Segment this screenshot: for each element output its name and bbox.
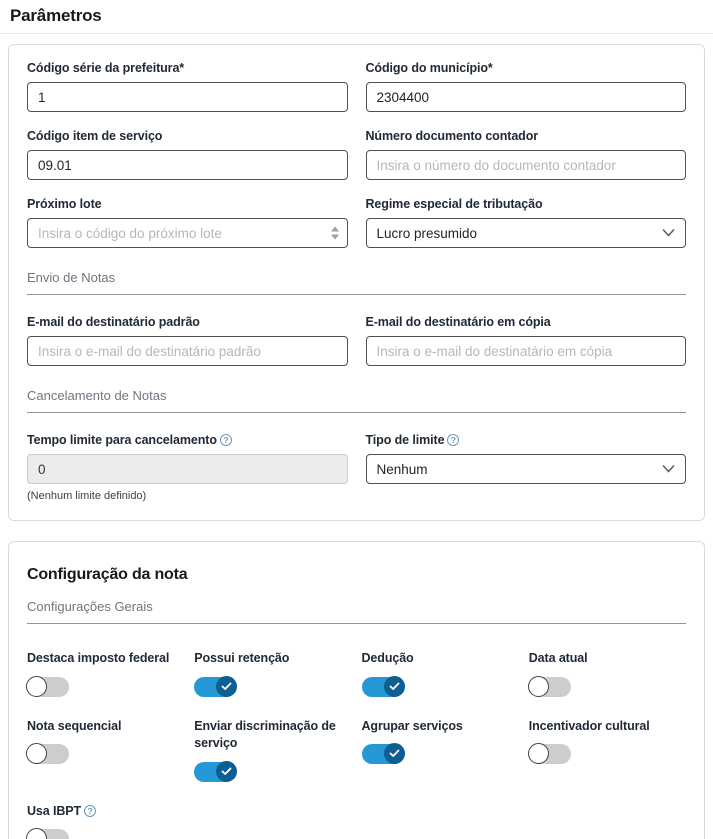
codigo-item-servico-input[interactable] xyxy=(27,150,348,180)
check-icon xyxy=(389,682,400,691)
toggle-cell-6 xyxy=(362,718,519,770)
toggle-cell-8 xyxy=(27,803,184,839)
email-copia-input[interactable] xyxy=(366,336,687,366)
toggle-switch[interactable] xyxy=(194,677,236,697)
tempo-limite-helper: (Nenhum limite definido) xyxy=(27,490,147,502)
toggle-switch[interactable] xyxy=(27,829,69,839)
field-tempo-limite xyxy=(27,433,348,502)
toggle-knob xyxy=(26,828,47,839)
codigo-municipio-label: Código do município* xyxy=(365,61,493,75)
toggle-label: Incentivador cultural xyxy=(528,718,650,733)
section-configuracoes-gerais: Configurações Gerais xyxy=(27,598,686,624)
chevron-down-icon xyxy=(662,228,675,237)
field-regime-especial xyxy=(366,197,687,248)
parametros-card xyxy=(8,44,705,521)
configuracao-title: Configuração da nota xyxy=(27,566,188,583)
toggle-knob xyxy=(216,676,237,697)
toggle-grid xyxy=(27,650,686,839)
toggle-switch[interactable] xyxy=(194,762,236,782)
toggle-switch[interactable] xyxy=(27,677,69,697)
email-padrao-input[interactable] xyxy=(27,336,348,366)
field-email-padrao xyxy=(27,315,348,366)
toggle-cell-4 xyxy=(27,718,184,770)
toggle-cell-7 xyxy=(529,718,686,770)
toggle-cell-5 xyxy=(194,718,351,787)
field-codigo-municipio xyxy=(366,61,687,112)
toggle-cell-3 xyxy=(529,650,686,702)
toggle-switch[interactable] xyxy=(362,744,404,764)
toggle-knob xyxy=(26,743,47,764)
help-icon[interactable]: ? xyxy=(84,805,96,817)
email-copia-label: E-mail do destinatário em cópia xyxy=(365,315,551,329)
toggle-switch[interactable] xyxy=(27,744,69,764)
numero-doc-contador-input[interactable] xyxy=(366,150,687,180)
regime-especial-select[interactable] xyxy=(366,218,687,248)
tipo-limite-value: Nenhum xyxy=(376,461,428,477)
toggle-cell-2 xyxy=(362,650,519,702)
toggle-label: Usa IBPT ? xyxy=(27,803,177,821)
toggle-label: Enviar discriminação de serviço xyxy=(194,718,336,750)
field-proximo-lote xyxy=(27,197,348,248)
title-divider xyxy=(0,33,713,34)
toggle-knob xyxy=(384,743,405,764)
regime-especial-label: Regime especial de tributação xyxy=(365,197,543,211)
section-envio-de-notas: Envio de Notas xyxy=(27,269,686,295)
help-icon[interactable]: ? xyxy=(447,434,459,446)
section-cancelamento-de-notas: Cancelamento de Notas xyxy=(27,387,686,413)
field-email-copia xyxy=(366,315,687,366)
toggle-knob xyxy=(216,761,237,782)
page-title: Parâmetros xyxy=(10,6,102,25)
tempo-limite-input xyxy=(27,454,348,484)
toggle-cell-1 xyxy=(194,650,351,702)
codigo-serie-label: Código série da prefeitura* xyxy=(27,61,185,75)
help-icon[interactable]: ? xyxy=(220,434,232,446)
toggle-label: Nota sequencial xyxy=(27,718,122,733)
check-icon xyxy=(221,767,232,776)
tempo-limite-label: Tempo limite para cancelamento ? xyxy=(27,433,348,447)
check-icon xyxy=(221,682,232,691)
toggle-knob xyxy=(384,676,405,697)
toggle-knob xyxy=(26,676,47,697)
field-codigo-serie xyxy=(27,61,348,112)
toggle-label: Dedução xyxy=(361,651,414,665)
toggle-switch[interactable] xyxy=(362,677,404,697)
number-stepper-icon[interactable] xyxy=(331,227,339,240)
field-numero-doc-contador xyxy=(366,129,687,180)
toggle-label: Agrupar serviços xyxy=(361,718,463,733)
email-padrao-label: E-mail do destinatário padrão xyxy=(27,315,200,329)
toggle-label: Possui retenção xyxy=(194,651,290,665)
toggle-knob xyxy=(528,743,549,764)
codigo-item-servico-label: Código item de serviço xyxy=(27,129,163,143)
tipo-limite-label: Tipo de limite ? xyxy=(366,433,687,447)
toggle-switch[interactable] xyxy=(529,677,571,697)
field-tipo-limite xyxy=(366,433,687,502)
proximo-lote-input[interactable] xyxy=(27,218,348,248)
toggle-label: Destaca imposto federal xyxy=(27,651,170,665)
chevron-down-icon xyxy=(662,464,675,473)
toggle-label: Data atual xyxy=(528,651,588,665)
toggle-cell-0 xyxy=(27,650,184,702)
codigo-municipio-input[interactable] xyxy=(366,82,687,112)
codigo-serie-input[interactable] xyxy=(27,82,348,112)
numero-doc-contador-label: Número documento contador xyxy=(365,129,539,143)
field-codigo-item-servico xyxy=(27,129,348,180)
tipo-limite-select[interactable] xyxy=(366,454,687,484)
toggle-switch[interactable] xyxy=(529,744,571,764)
toggle-knob xyxy=(528,676,549,697)
proximo-lote-label: Próximo lote xyxy=(27,197,102,211)
regime-especial-value: Lucro presumido xyxy=(376,225,478,241)
check-icon xyxy=(389,749,400,758)
configuracao-card xyxy=(8,541,705,839)
